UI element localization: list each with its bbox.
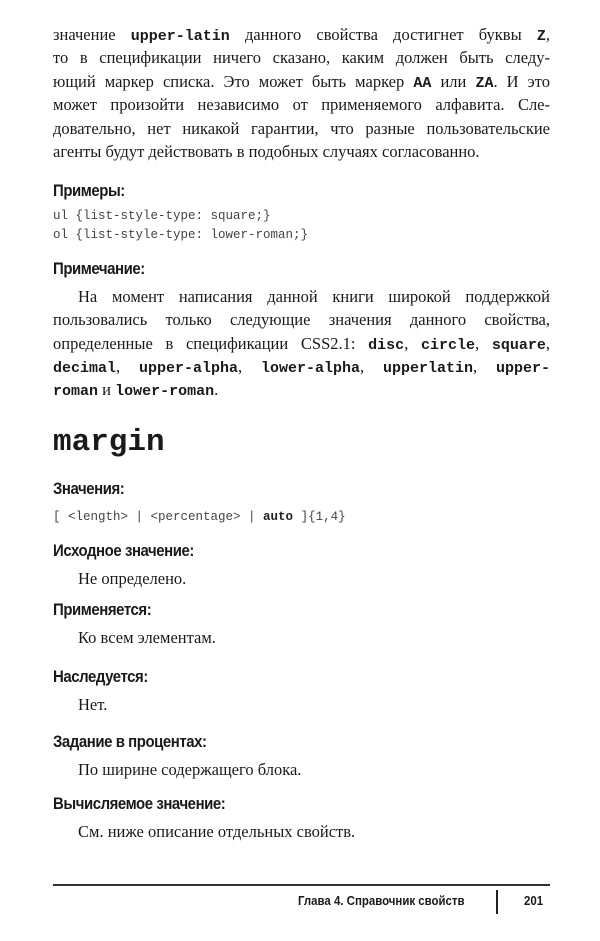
text-line — [53, 48, 550, 68]
inline-code: roman — [53, 383, 99, 401]
text-segment: значение — [53, 25, 131, 44]
text-segment: или — [431, 71, 476, 91]
text-line — [53, 380, 550, 402]
text-segment: , — [475, 333, 492, 353]
section-text: Не определено. — [78, 569, 187, 588]
inline-code: lower-alpha — [261, 359, 361, 377]
text-line — [53, 310, 550, 330]
text-line — [53, 334, 550, 356]
text-segment: ющий маркер списка. Это может быть маркер — [53, 71, 414, 91]
text-segment: агенты будут действовать в подобных случаях согласованно. — [53, 142, 480, 161]
text-segment: определенные в спецификации CSS2.1: — [53, 333, 369, 353]
section-heading: Вычисляемое значение: — [53, 794, 226, 813]
text-line — [53, 142, 550, 162]
section-text: По ширине содержащего блока. — [78, 760, 302, 779]
text-segment: может произойти независимо от применяемого алфавита. Сле- — [53, 95, 550, 115]
text-segment: , — [473, 356, 497, 376]
section-heading: Исходное значение: — [53, 541, 194, 560]
section-text: Ко всем элементам. — [78, 628, 216, 647]
text-segment: . И это — [493, 71, 550, 91]
section-text: См. ниже описание отдельных свойств. — [78, 822, 356, 841]
property-title: margin — [53, 425, 165, 460]
text-line — [53, 25, 550, 47]
section-text: Нет. — [78, 695, 108, 714]
text-segment: пользовались только следующие значения данного свойства, — [53, 310, 550, 330]
values-pre: [ <length> | <percentage> | — [53, 510, 264, 524]
text-line — [53, 95, 550, 115]
text-segment: то в спецификации ничего сказано, каким должен быть следу- — [53, 48, 550, 68]
text-segment: , — [360, 356, 384, 376]
values-auto: auto — [263, 510, 294, 524]
footer-chapter: Глава 4. Справочник свойств — [298, 893, 465, 908]
inline-code: circle — [421, 336, 476, 354]
text-segment: данного свойства достигнет буквы — [229, 25, 537, 44]
note-heading: Примечание: — [53, 259, 145, 278]
inline-code: disc — [368, 336, 405, 354]
inline-code: upper- — [496, 359, 551, 377]
inline-code: upper-latin — [130, 28, 230, 45]
inline-code: ZA — [475, 74, 494, 92]
inline-code: decimal — [53, 359, 117, 377]
inline-code: Z — [536, 28, 546, 45]
text-segment: довательно, нет никакой гарантии, что разные пользовательские — [53, 118, 550, 138]
text-line — [53, 72, 550, 94]
text-segment: , — [545, 25, 550, 44]
text-segment: , — [238, 356, 262, 376]
values-post: ]{1,4} — [293, 510, 346, 524]
footer-rule — [53, 884, 550, 886]
inline-code: square — [491, 336, 546, 354]
values-syntax — [53, 509, 346, 525]
inline-code: lower-roman — [115, 383, 215, 401]
section-heading: Применяется: — [53, 600, 152, 619]
text-segment: На момент написания данной книги широкой поддержкой — [78, 287, 550, 306]
text-line — [53, 119, 550, 139]
code-example: ol {list-style-type: lower-roman;} — [53, 228, 309, 242]
page-number: 201 — [524, 893, 544, 908]
text-segment: , — [404, 333, 422, 353]
code-example: ul {list-style-type: square;} — [53, 209, 271, 223]
text-segment: , — [545, 333, 550, 353]
examples-heading: Примеры: — [53, 181, 125, 200]
text-line — [53, 357, 550, 379]
section-heading: Задание в процентах: — [53, 732, 207, 751]
text-line — [78, 287, 550, 307]
inline-code: upper-alpha — [139, 359, 239, 377]
inline-code: AA — [413, 74, 432, 92]
section-heading: Наследуется: — [53, 667, 148, 686]
inline-code: upperlatin — [383, 359, 474, 377]
values-heading: Значения: — [53, 479, 125, 498]
text-segment: . — [214, 380, 219, 400]
footer-divider — [496, 890, 498, 914]
text-segment: и — [98, 380, 116, 400]
text-segment: , — [116, 356, 139, 376]
